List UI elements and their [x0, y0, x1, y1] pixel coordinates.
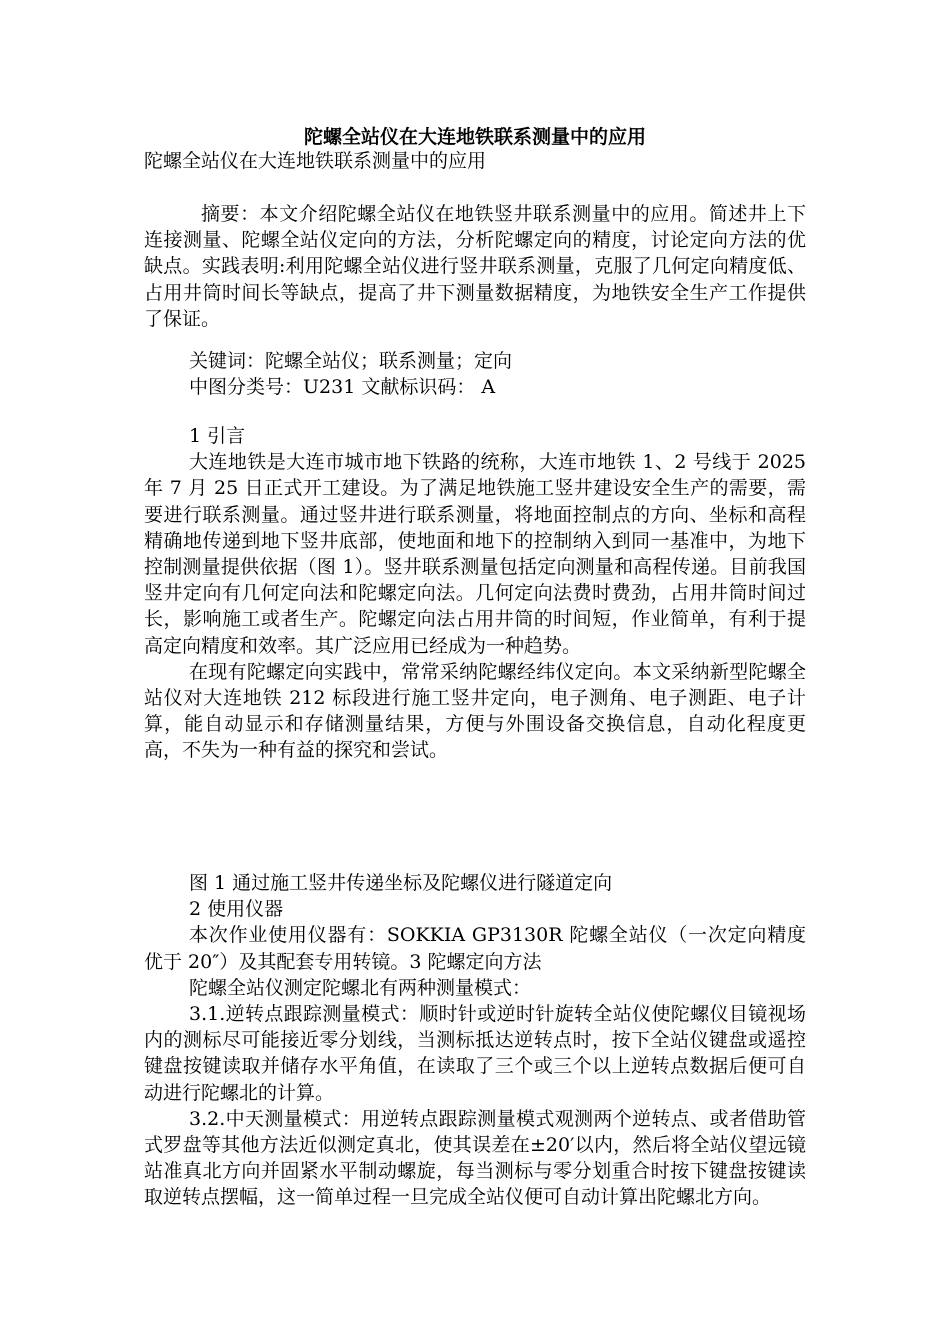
document-subtitle	[144, 148, 806, 174]
section-1-heading: 1 引言	[189, 425, 246, 447]
figure-caption: 图 1 通过施工竖井传递坐标及陀螺仪进行隧道定向	[189, 872, 613, 894]
section-3-item-1: 3.1.逆转点跟踪测量模式：顺时针或逆时针旋转全站仪使陀螺仪目镜视场内的测标尽可能接近零分划线，当测标抵达逆转点时，按下全站仪键盘或遥控键盘按键读取并储存水平角值，在读取了三个或三个以上逆转点数据后便可自动进行陀螺北的计算。	[144, 1003, 806, 1104]
classification-line: 中图分类号：U231 文献标识码： A	[189, 376, 496, 399]
abstract-section	[144, 201, 806, 332]
section-2-paragraph: 本次作业使用仪器有：SOKKIA GP3130R 陀螺全站仪（一次定向精度优于 20″）及其配套专用转镜。3 陀螺定向方法	[144, 924, 806, 973]
document-title: 陀螺全站仪在大连地铁联系测量中的应用	[303, 126, 646, 148]
section-3-item-2: 3.2.中天测量模式：用逆转点跟踪测量模式观测两个逆转点、或者借助管式罗盘等其他方法近似测定真北，使其误差在±20′以内，然后将全站仪望远镜站准真北方向并固紧水平制动螺旋，每当测标与零分划重合时按下键盘按键读取逆转点摆幅，这一简单过程一旦完成全站仪便可自动计算出陀螺北方向。	[144, 1107, 806, 1209]
section-2-and-3	[144, 870, 806, 1211]
section-1	[144, 423, 806, 764]
section-3-intro: 陀螺全站仪测定陀螺北有两种测量模式：	[189, 976, 532, 999]
subtitle-text: 陀螺全站仪在大连地铁联系测量中的应用	[144, 150, 487, 172]
abstract-text: 摘要：本文介绍陀螺全站仪在地铁竖井联系测量中的应用。简述井上下连接测量、陀螺全站仪定向的方法，分析陀螺定向的精度，讨论定向方法的优缺点。实践表明:利用陀螺全站仪进行竖井联系测量，克服了几何定向精度低、占用井筒时间长等缺点，提高了井下测量数据精度，为地铁安全生产工作提供了保证。	[144, 203, 806, 330]
section-1-paragraph-1: 大连地铁是大连市城市地下铁路的统称，大连市地铁 1、2 号线于 2025 年 7 月 25 日正式开工建设。为了满足地铁施工竖井建设安全生产的需要，需要进行联系测量。通过竖井进行联系测量，将地面控制点的方向、坐标和高程精确地传递到地下竖井底部，使地面和地下的控制纳入到同一基准中，为地下控制测量提供依据（图 1）。竖井联系测量包括定向测量和高程传递。目前我国竖井定向有几何定向法和陀螺定向法。几何定向法费时费劲，占用井筒时间过长，影响施工或者生产。陀螺定向法占用井筒的时间短，作业简单，有利于提高定向精度和效率。其广泛应用已经成为一种趋势。	[144, 451, 806, 657]
section-1-paragraph-2: 在现有陀螺定向实践中，常常采纳陀螺经纬仪定向。本文采纳新型陀螺全站仪对大连地铁 212 标段进行施工竖井定向，电子测角、电子测距、电子计算，能自动显示和存储测量结果，方便与外围设备交换信息，自动化程度更高，不失为一种有益的探究和尝试。	[144, 660, 806, 762]
metadata-section	[144, 348, 806, 400]
keywords-line: 关键词：陀螺全站仪；联系测量；定向	[189, 350, 513, 372]
section-2-heading: 2 使用仪器	[189, 898, 284, 921]
